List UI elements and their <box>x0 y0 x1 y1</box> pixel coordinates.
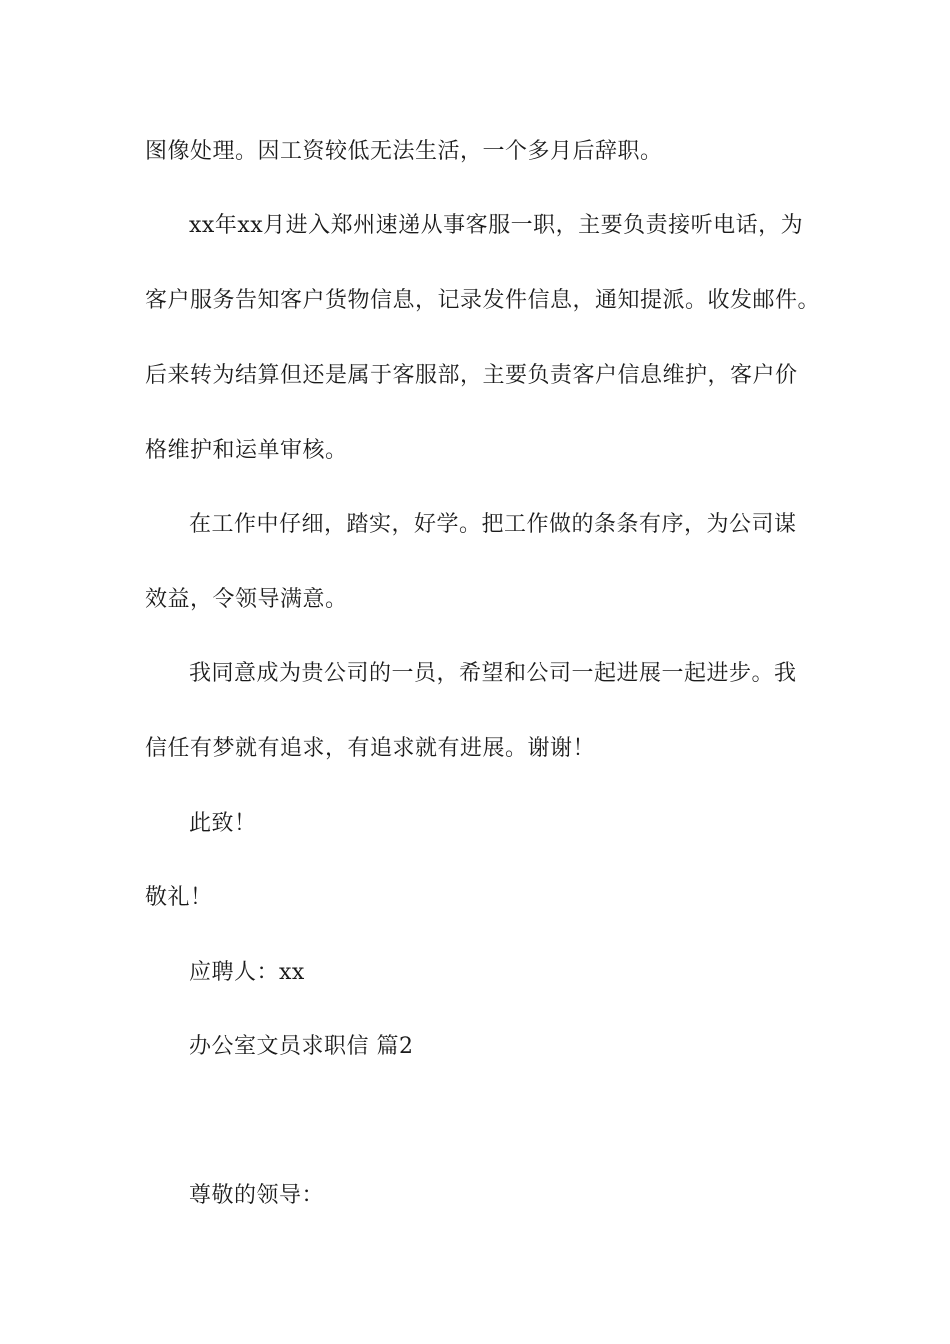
signature-line: 应聘人：xx <box>189 960 305 985</box>
paragraph-line: 信任有梦就有追求，有追求就有进展。谢谢！ <box>145 736 596 761</box>
closing-line: 此致！ <box>189 811 257 836</box>
paragraph-line: 客户服务告知客户货物信息，记录发件信息，通知提派。收发邮件。 <box>145 288 821 313</box>
paragraph-line: 后来转为结算但还是属于客服部，主要负责客户信息维护，客户价 <box>145 363 798 388</box>
paragraph-line: 格维护和运单审核。 <box>145 438 348 463</box>
greeting-line: 尊敬的领导： <box>189 1183 325 1208</box>
section-heading: 办公室文员求职信 篇2 <box>189 1034 414 1059</box>
paragraph-line: 在工作中仔细，踏实，好学。把工作做的条条有序，为公司谋 <box>189 512 797 537</box>
paragraph-line: 我同意成为贵公司的一员，希望和公司一起进展一起进步。我 <box>189 661 797 686</box>
paragraph-line: xx年xx月进入郑州速递从事客服一职，主要负责接听电话，为 <box>189 213 804 238</box>
paragraph-line: 效益，令领导满意。 <box>145 587 348 612</box>
paragraph-line: 图像处理。因工资较低无法生活，一个多月后辞职。 <box>145 139 663 164</box>
salutation-line: 敬礼！ <box>145 885 213 910</box>
